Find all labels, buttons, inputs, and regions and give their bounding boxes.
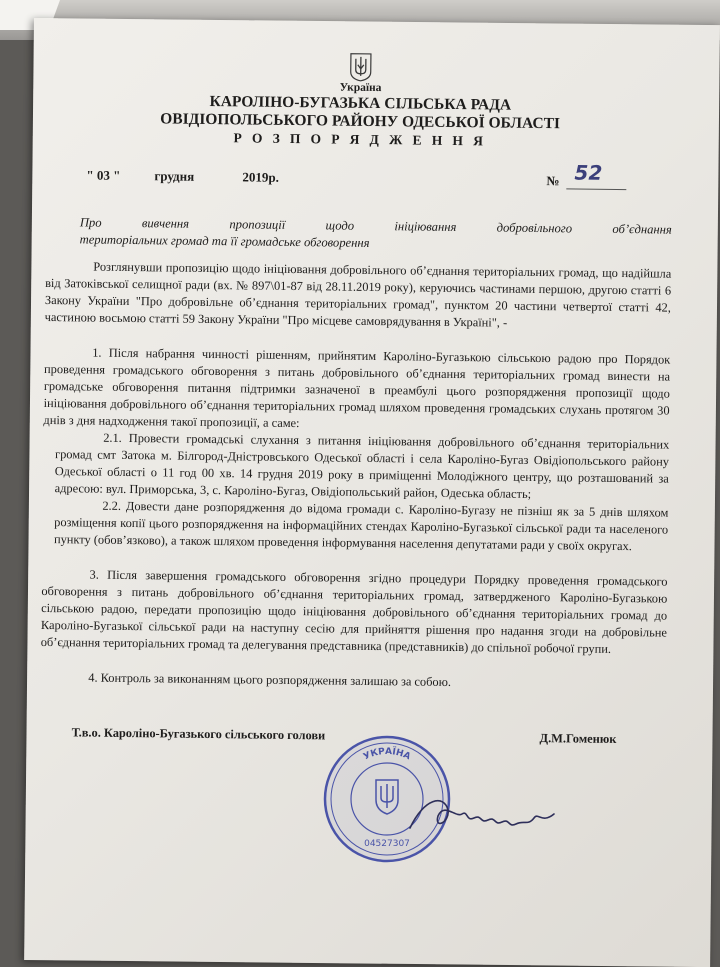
trident-emblem-icon: [349, 52, 373, 82]
number-label: №: [546, 173, 560, 189]
item-4-paragraph: 4. Контроль за виконанням цього розпорядження залишаю за собою.: [88, 670, 452, 689]
document-content: [39, 48, 673, 754]
handwritten-signature: [404, 788, 564, 848]
subject-line-1: Про вивчення пропозиції щодо ініціювання добровільного об’єднання: [79, 215, 672, 237]
document-header: [47, 78, 674, 152]
number-underline: [566, 188, 626, 190]
seal-code: 04527307: [364, 839, 410, 849]
preamble-paragraph: Розглянувши пропозицію щодо ініціювання добровільного об’єднання територіальних громад, що надійшла від Затоківської селищної ради (вх. № 897\01-87 від 28.11.2019 року), керуючись частинами першою, другою статті 6 Закону України "Про добровільне об’єднання територіальних громад", пунктом 20 частини четвертої статті 42, частиною восьмою статті 59 Закону України "Про місцеве самоврядування в Україні", -: [44, 259, 672, 330]
item-1-paragraph: 1. Після набрання чинності рішенням, прийнятим Кароліно-Бугазькою сільською радою про Порядок проведення громадського обговорення з питань добровільного об’єднання територіальних громад винести на громадське обговорення питання підтримки зазначеної в преамбулі цього розпорядження пропозиції щодо ініціювання добровільного об’єднання територіальних громад шляхом проведення громадських слухань протягом 30 днів з дня надходження такої пропозиції, а саме:: [43, 345, 671, 431]
date-month: грудня: [154, 168, 195, 184]
signatory-name: Д.М.Гоменюк: [539, 731, 617, 746]
district-name: ОВІДІОПОЛЬСЬКОГО РАЙОНУ ОДЕСЬКОЇ ОБЛАСТІ: [160, 110, 561, 133]
subject-line-2: територіальних громад та її громадське обговорення: [79, 232, 370, 250]
country-label: Україна: [339, 81, 382, 95]
council-name: КАРОЛІНО-БУГАЗЬКА СІЛЬСЬКА РАДА: [209, 92, 512, 114]
date-number-line: [46, 160, 672, 192]
document-body: [40, 258, 671, 694]
item-2-1-paragraph: 2.1. Провести громадські слухання з питання ініціювання добровільного об’єднання територіальних громад смт Затока м. Білгород-Дністровського Одеської області і села Кароліно-Бугаз Овідіопольського району Одеської області о 11 год 00 хв. 14 грудня 2019 року в приміщенні Молодіжного центру, що розташований за адресою: вул. Приморська, 3, с. Кароліно-Бугаз, Овідіопольський район, Одеська область;: [54, 430, 670, 501]
date-year: 2019р.: [242, 169, 280, 185]
handwritten-number: 52: [574, 160, 603, 185]
item-2-2-paragraph: 2.2. Довести дане розпорядження до відома громади с. Кароліно-Бугазу не пізніш як за 5 днів шляхом розміщення копії цього розпорядження на інформаційних стендах Кароліно-Бугазької сільської ради та населеного пункту (обов’язково), а також шляхом проведення інформування населення депутатами ради у своїх округах.: [53, 498, 669, 554]
item-3-paragraph: 3. Після завершення громадського обговорення згідно процедури Порядку проведення громадського обговорення з питань добровільного об’єднання територіальних громад, затвердженого Кароліно-Бугазькою сільською радою, передати пропозицію щодо ініціювання добровільного об’єднання територіальних громад до Кароліно-Бугазької сільської ради на наступну сесію для прийняття рішення про надання згоди на добровільне об’єднання територіальних громад та делегування представника (представників) до спільної робочої групи.: [40, 567, 668, 656]
signatory-position: Т.в.о. Кароліно-Бугазького сільського голови: [71, 725, 326, 743]
document-type: Р О З П О Р Я Д Ж Е Н Н Я: [233, 130, 487, 149]
seal-top-text: УКРАЇНА: [362, 746, 412, 763]
document-subject: [80, 214, 672, 255]
date-day: " 03 ": [86, 167, 121, 183]
